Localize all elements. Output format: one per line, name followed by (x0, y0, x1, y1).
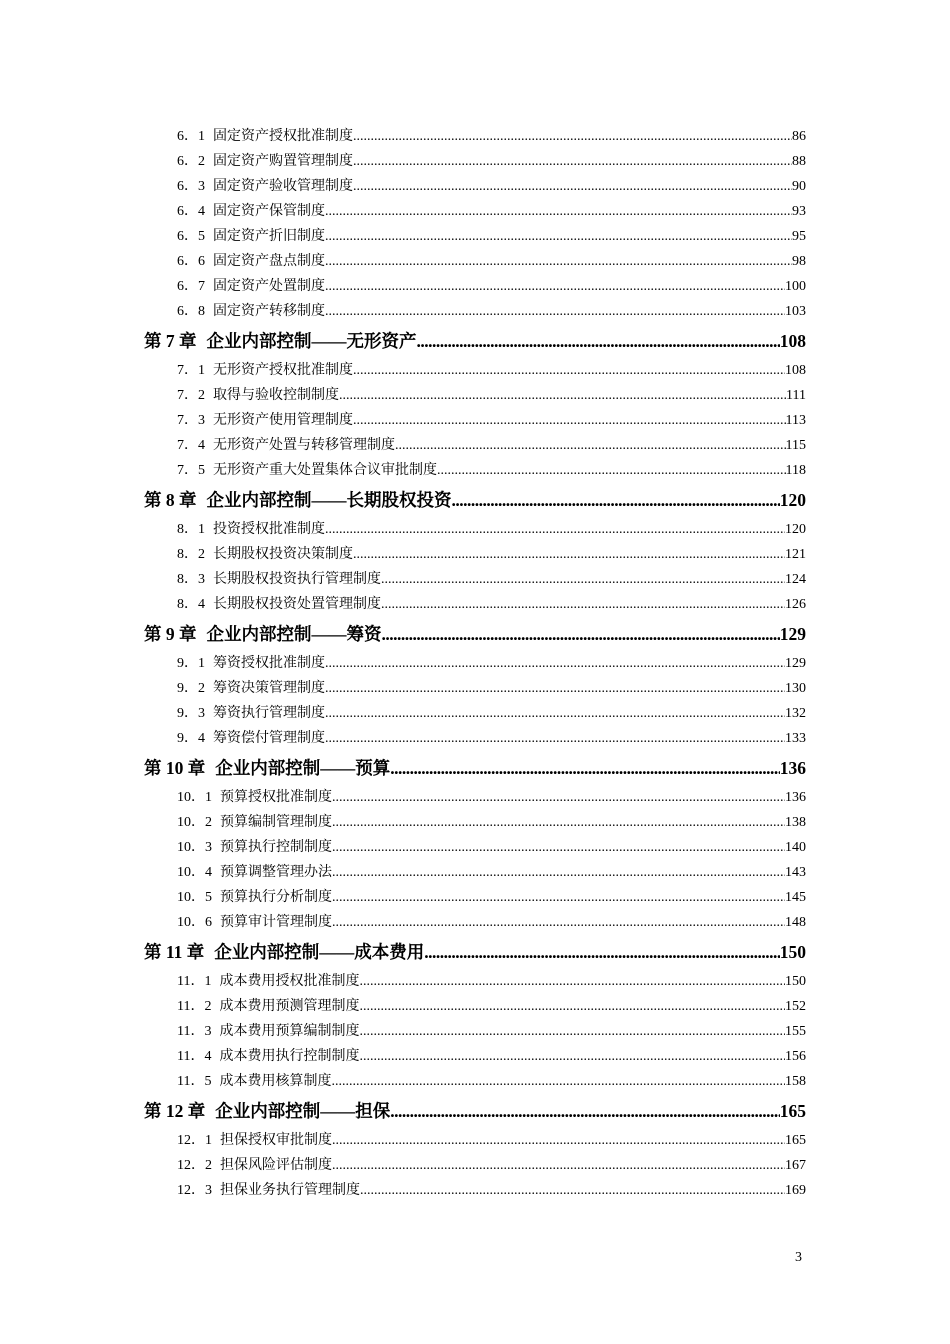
entry-number: 第 7 章 (144, 331, 197, 351)
dot-leader (353, 174, 792, 199)
entry-number: 7．4 (177, 438, 205, 453)
entry-number: 11．2 (177, 999, 212, 1014)
toc-section-entry[interactable] (177, 1178, 806, 1203)
toc-section-entry[interactable] (177, 651, 806, 676)
toc-section-entry[interactable] (177, 299, 806, 324)
dot-leader (381, 592, 785, 617)
entry-title: 企业内部控制——预算 (215, 758, 391, 778)
dot-leader (353, 408, 786, 433)
entry-number: 6．4 (177, 204, 205, 219)
entry-page-number: 138 (785, 815, 806, 830)
entry-title: 固定资产验收管理制度 (213, 179, 353, 194)
entry-title: 无形资产使用管理制度 (213, 413, 353, 428)
entry-page-number: 150 (785, 974, 806, 989)
dot-leader (332, 785, 785, 810)
dot-leader (325, 651, 785, 676)
entry-number: 6．5 (177, 229, 205, 244)
dot-leader (325, 676, 785, 701)
entry-page-number: 118 (785, 463, 806, 478)
entry-number: 11．1 (177, 974, 212, 989)
entry-title: 筹资偿付管理制度 (213, 731, 325, 746)
entry-title: 成本费用执行控制制度 (219, 1049, 360, 1064)
table-of-contents (0, 124, 950, 1203)
dot-leader (331, 1069, 785, 1094)
entry-number: 10．2 (177, 815, 212, 830)
dot-leader (339, 383, 786, 408)
entry-number: 第 9 章 (144, 624, 197, 644)
entry-title: 担保风险评估制度 (220, 1158, 332, 1173)
entry-title: 成本费用授权批准制度 (219, 974, 360, 989)
toc-section-entry[interactable] (177, 408, 806, 433)
entry-page-number: 136 (779, 758, 806, 778)
dot-leader (359, 994, 785, 1019)
dot-leader (359, 1044, 785, 1069)
entry-page-number: 167 (785, 1158, 806, 1173)
entry-title: 长期股权投资决策制度 (213, 547, 353, 562)
entry-number: 8．3 (177, 572, 205, 587)
entry-title: 成本费用预算编制制度 (219, 1024, 360, 1039)
entry-title: 企业内部控制——担保 (215, 1101, 391, 1121)
toc-section-entry[interactable] (177, 274, 806, 299)
entry-page-number: 148 (785, 915, 806, 930)
entry-number: 10．3 (177, 840, 212, 855)
toc-section-entry[interactable] (177, 994, 806, 1019)
entry-title: 无形资产处置与转移管理制度 (213, 438, 395, 453)
entry-title: 企业内部控制——成本费用 (214, 942, 425, 962)
entry-page-number: 98 (792, 254, 806, 269)
dot-leader (325, 224, 792, 249)
entry-number: 9．2 (177, 681, 205, 696)
toc-section-entry[interactable] (177, 1019, 806, 1044)
toc-section-entry[interactable] (177, 1069, 806, 1094)
entry-title: 投资授权批准制度 (213, 522, 325, 537)
toc-section-entry[interactable] (177, 785, 806, 810)
entry-number: 7．3 (177, 413, 205, 428)
entry-page-number: 113 (785, 413, 806, 428)
entry-number: 12．3 (177, 1183, 212, 1198)
toc-section-entry[interactable] (177, 149, 806, 174)
entry-page-number: 121 (785, 547, 806, 562)
toc-section-entry[interactable] (177, 726, 806, 751)
dot-leader (353, 124, 792, 149)
dot-leader (325, 701, 785, 726)
toc-chapter-entry[interactable] (144, 483, 806, 517)
entry-number: 12．1 (177, 1133, 212, 1148)
entry-page-number: 165 (785, 1133, 806, 1148)
dot-leader (382, 617, 780, 651)
toc-section-entry[interactable] (177, 969, 806, 994)
toc-chapter-entry[interactable] (144, 617, 806, 651)
toc-section-entry[interactable] (177, 124, 806, 149)
dot-leader (325, 299, 785, 324)
toc-section-entry[interactable] (177, 458, 806, 483)
dot-leader (395, 433, 786, 458)
dot-leader (452, 483, 780, 517)
entry-title: 无形资产授权批准制度 (213, 363, 353, 378)
dot-leader (359, 1019, 785, 1044)
entry-page-number: 152 (785, 999, 806, 1014)
toc-section-entry[interactable] (177, 433, 806, 458)
dot-leader (325, 726, 785, 751)
entry-page-number: 133 (785, 731, 806, 746)
entry-page-number: 150 (779, 942, 806, 962)
entry-title: 固定资产处置制度 (213, 279, 325, 294)
toc-section-entry[interactable] (177, 835, 806, 860)
entry-page-number: 130 (785, 681, 806, 696)
entry-page-number: 86 (792, 129, 806, 144)
entry-title: 固定资产授权批准制度 (213, 129, 353, 144)
toc-section-entry[interactable] (177, 910, 806, 935)
dot-leader (353, 149, 792, 174)
toc-chapter-entry[interactable] (144, 1094, 806, 1128)
toc-section-entry[interactable] (177, 676, 806, 701)
toc-section-entry[interactable] (177, 860, 806, 885)
entry-number: 9．1 (177, 656, 205, 671)
entry-number: 8．1 (177, 522, 205, 537)
entry-title: 固定资产转移制度 (213, 304, 325, 319)
dot-leader (332, 885, 785, 910)
entry-title: 预算授权批准制度 (220, 790, 332, 805)
entry-title: 预算审计管理制度 (220, 915, 332, 930)
toc-section-entry[interactable] (177, 517, 806, 542)
toc-section-entry[interactable] (177, 592, 806, 617)
dot-leader (424, 935, 779, 969)
entry-number: 6．2 (177, 154, 205, 169)
entry-page-number: 169 (785, 1183, 806, 1198)
dot-leader (332, 860, 785, 885)
entry-page-number: 95 (792, 229, 806, 244)
entry-number: 6．6 (177, 254, 205, 269)
entry-number: 6．1 (177, 129, 205, 144)
toc-section-entry[interactable] (177, 1153, 806, 1178)
dot-leader (390, 1094, 780, 1128)
entry-page-number: 108 (785, 363, 806, 378)
entry-number: 8．4 (177, 597, 205, 612)
entry-number: 10．6 (177, 915, 212, 930)
entry-title: 成本费用预测管理制度 (219, 999, 360, 1014)
entry-title: 固定资产保管制度 (213, 204, 325, 219)
entry-page-number: 126 (785, 597, 806, 612)
dot-leader (332, 910, 785, 935)
entry-title: 企业内部控制——筹资 (206, 624, 382, 644)
dot-leader (325, 274, 785, 299)
entry-number: 第 8 章 (144, 490, 197, 510)
entry-title: 预算调整管理办法 (220, 865, 332, 880)
entry-page-number: 155 (785, 1024, 806, 1039)
entry-title: 固定资产盘点制度 (213, 254, 325, 269)
entry-title: 预算编制管理制度 (220, 815, 332, 830)
toc-section-entry[interactable] (177, 224, 806, 249)
dot-leader (325, 517, 785, 542)
entry-number: 11．3 (177, 1024, 212, 1039)
entry-title: 长期股权投资执行管理制度 (213, 572, 381, 587)
toc-section-entry[interactable] (177, 885, 806, 910)
entry-number: 8．2 (177, 547, 205, 562)
toc-section-entry[interactable] (177, 542, 806, 567)
toc-section-entry[interactable] (177, 199, 806, 224)
dot-leader (325, 249, 792, 274)
dot-leader (381, 567, 785, 592)
toc-section-entry[interactable] (177, 383, 806, 408)
entry-page-number: 129 (779, 624, 806, 644)
entry-number: 9．3 (177, 706, 205, 721)
entry-page-number: 120 (785, 522, 806, 537)
entry-page-number: 93 (792, 204, 806, 219)
entry-page-number: 90 (792, 179, 806, 194)
entry-page-number: 143 (785, 865, 806, 880)
entry-number: 第 10 章 (144, 758, 206, 778)
entry-number: 7．5 (177, 463, 205, 478)
entry-title: 筹资决策管理制度 (213, 681, 325, 696)
entry-page-number: 156 (785, 1049, 806, 1064)
entry-number: 6．7 (177, 279, 205, 294)
entry-number: 11．4 (177, 1049, 212, 1064)
entry-number: 9．4 (177, 731, 205, 746)
entry-title: 筹资执行管理制度 (213, 706, 325, 721)
toc-chapter-entry[interactable] (144, 324, 806, 358)
dot-leader (417, 324, 780, 358)
dot-leader (332, 835, 785, 860)
dot-leader (332, 1128, 785, 1153)
dot-leader (332, 810, 785, 835)
entry-number: 6．3 (177, 179, 205, 194)
entry-page-number: 140 (785, 840, 806, 855)
entry-title: 预算执行控制制度 (220, 840, 332, 855)
entry-page-number: 129 (785, 656, 806, 671)
entry-title: 固定资产折旧制度 (213, 229, 325, 244)
entry-page-number: 115 (785, 438, 806, 453)
dot-leader (437, 458, 786, 483)
page-number: 3 (795, 1250, 802, 1265)
entry-number: 第 11 章 (144, 942, 205, 962)
entry-page-number: 108 (779, 331, 806, 351)
dot-leader (359, 969, 785, 994)
dot-leader (332, 1153, 785, 1178)
entry-page-number: 145 (785, 890, 806, 905)
entry-page-number: 88 (792, 154, 806, 169)
entry-number: 10．1 (177, 790, 212, 805)
entry-page-number: 158 (785, 1074, 806, 1089)
entry-title: 长期股权投资处置管理制度 (213, 597, 381, 612)
entry-title: 固定资产购置管理制度 (213, 154, 353, 169)
toc-section-entry[interactable] (177, 358, 806, 383)
entry-title: 担保授权审批制度 (220, 1133, 332, 1148)
dot-leader (353, 542, 785, 567)
entry-page-number: 124 (785, 572, 806, 587)
entry-page-number: 136 (785, 790, 806, 805)
entry-number: 12．2 (177, 1158, 212, 1173)
dot-leader (353, 358, 785, 383)
dot-leader (325, 199, 792, 224)
entry-number: 10．5 (177, 890, 212, 905)
entry-page-number: 132 (785, 706, 806, 721)
entry-title: 筹资授权批准制度 (213, 656, 325, 671)
entry-page-number: 100 (785, 279, 806, 294)
entry-number: 10．4 (177, 865, 212, 880)
toc-section-entry[interactable] (177, 174, 806, 199)
toc-section-entry[interactable] (177, 1128, 806, 1153)
entry-title: 预算执行分析制度 (220, 890, 332, 905)
toc-chapter-entry[interactable] (144, 935, 806, 969)
entry-title: 企业内部控制——无形资产 (206, 331, 417, 351)
entry-title: 企业内部控制——长期股权投资 (206, 490, 452, 510)
dot-leader (390, 751, 780, 785)
entry-number: 第 12 章 (144, 1101, 206, 1121)
toc-chapter-entry[interactable] (144, 751, 806, 785)
entry-number: 7．2 (177, 388, 205, 403)
dot-leader (360, 1178, 785, 1203)
toc-section-entry[interactable] (177, 701, 806, 726)
entry-page-number: 165 (779, 1101, 806, 1121)
entry-page-number: 111 (786, 388, 806, 403)
toc-section-entry[interactable] (177, 567, 806, 592)
entry-title: 无形资产重大处置集体合议审批制度 (213, 463, 437, 478)
entry-title: 取得与验收控制制度 (213, 388, 339, 403)
toc-section-entry[interactable] (177, 810, 806, 835)
entry-title: 担保业务执行管理制度 (220, 1183, 360, 1198)
toc-section-entry[interactable] (177, 1044, 806, 1069)
entry-number: 11．5 (177, 1074, 212, 1089)
toc-section-entry[interactable] (177, 249, 806, 274)
entry-title: 成本费用核算制度 (219, 1074, 332, 1089)
entry-page-number: 120 (779, 490, 806, 510)
entry-number: 7．1 (177, 363, 205, 378)
entry-page-number: 103 (785, 304, 806, 319)
entry-number: 6．8 (177, 304, 205, 319)
